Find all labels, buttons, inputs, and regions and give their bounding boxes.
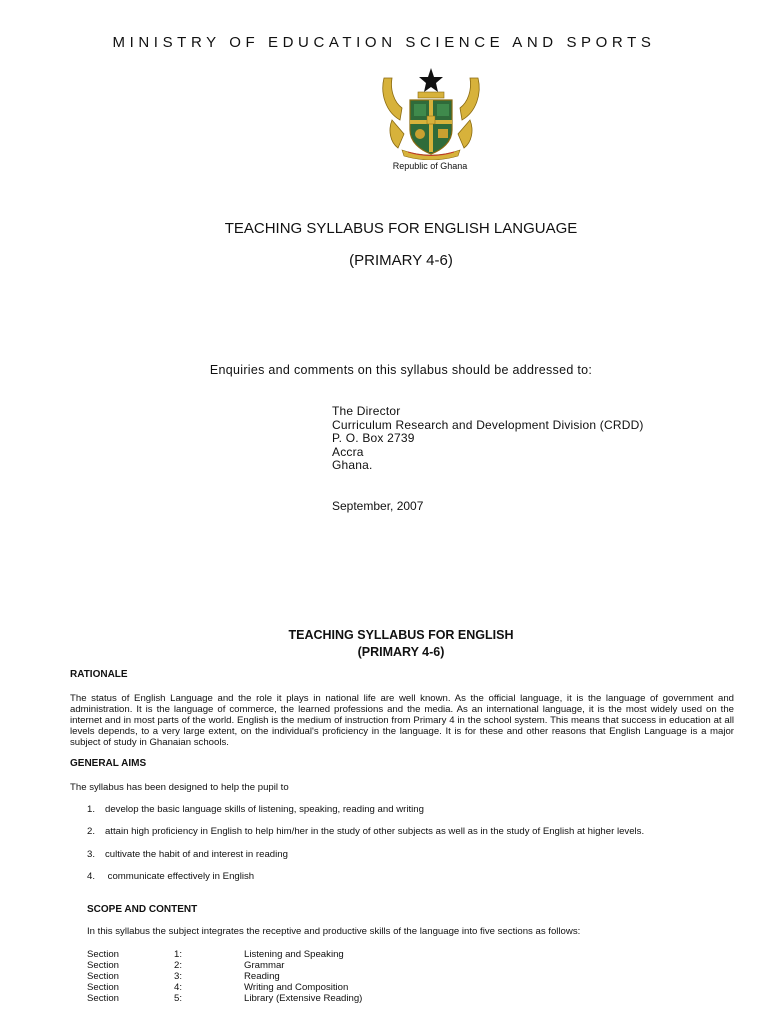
- aim-item: [87, 826, 644, 837]
- cover-subtitle: (PRIMARY 4-6): [349, 252, 453, 269]
- section-name: Listening and Speaking: [244, 949, 344, 960]
- address-line: P. O. Box 2739: [332, 431, 415, 445]
- section-label: Section: [87, 960, 119, 971]
- enquiries-text: Enquiries and comments on this syllabus should be addressed to:: [209, 363, 593, 377]
- section-label: Section: [87, 971, 119, 982]
- section-number: 5:: [174, 993, 183, 1004]
- aim-text: cultivate the habit of and interest in reading: [105, 849, 288, 860]
- aim-item: [87, 804, 424, 815]
- aim-text: attain high proficiency in English to help him/her in the study of other subjects as well as in the study of English at higher levels.: [105, 826, 645, 837]
- ghana-coat-of-arms-icon: [378, 60, 484, 160]
- aim-item: [87, 871, 254, 882]
- address-line: Curriculum Research and Development Division (CRDD): [332, 417, 644, 432]
- scope-intro: In this syllabus the subject integrates the receptive and productive skills of the language into five sections as follows:: [87, 926, 581, 937]
- address-block: [332, 405, 644, 473]
- aims-intro: The syllabus has been designed to help the pupil to: [70, 782, 289, 793]
- section-label: Section: [87, 982, 119, 993]
- aim-number: 2.: [87, 826, 96, 837]
- crest-caption: Republic of Ghana: [392, 161, 468, 171]
- section-number: 2:: [174, 960, 183, 971]
- scope-heading: SCOPE AND CONTENT: [87, 904, 198, 915]
- cover-title: TEACHING SYLLABUS FOR ENGLISH LANGUAGE: [224, 220, 578, 237]
- syllabus-heading: TEACHING SYLLABUS FOR ENGLISH: [288, 628, 514, 642]
- section-label: Section: [87, 949, 119, 960]
- address-line: Accra: [332, 444, 364, 459]
- rationale-text: The status of English Language and the role it plays in national life are well known. As the official language, it is the language of government and administration. It is the language of commerce, the learned professions and the media. As an international language, it is the most widely used on the internet and in most parts of the world. English is the medium of instruction from Primary 4 in the school system. This means that success in education at all levels depends, to a very large extent, on the individual's proficiency in the language. It is for these and other reasons that English Language is a major subject of study in Ghanaian schools.: [70, 693, 734, 748]
- ministry-title: MINISTRY OF EDUCATION SCIENCE AND SPORTS: [112, 34, 656, 51]
- aim-number: 1.: [87, 804, 96, 815]
- general-aims-heading: GENERAL AIMS: [70, 758, 147, 769]
- section-name: Reading: [244, 971, 280, 982]
- publication-date: September, 2007: [332, 499, 424, 513]
- aim-item: [87, 849, 288, 860]
- section-name: Grammar: [244, 960, 285, 971]
- syllabus-subheading: (PRIMARY 4-6): [357, 645, 445, 659]
- section-name: Library (Extensive Reading): [244, 993, 363, 1004]
- section-number: 1:: [174, 949, 183, 960]
- aim-number: 3.: [87, 849, 96, 860]
- address-line: Ghana.: [332, 458, 373, 472]
- section-label: Section: [87, 993, 119, 1004]
- address-line: The Director: [332, 404, 401, 418]
- section-number: 4:: [174, 982, 183, 993]
- section-number: 3:: [174, 971, 183, 982]
- aim-text: communicate effectively in English: [105, 871, 255, 882]
- aim-number: 4.: [87, 871, 96, 882]
- rationale-heading: RATIONALE: [70, 669, 128, 680]
- section-name: Writing and Composition: [244, 982, 349, 993]
- aim-text: develop the basic language skills of listening, speaking, reading and writing: [105, 804, 424, 815]
